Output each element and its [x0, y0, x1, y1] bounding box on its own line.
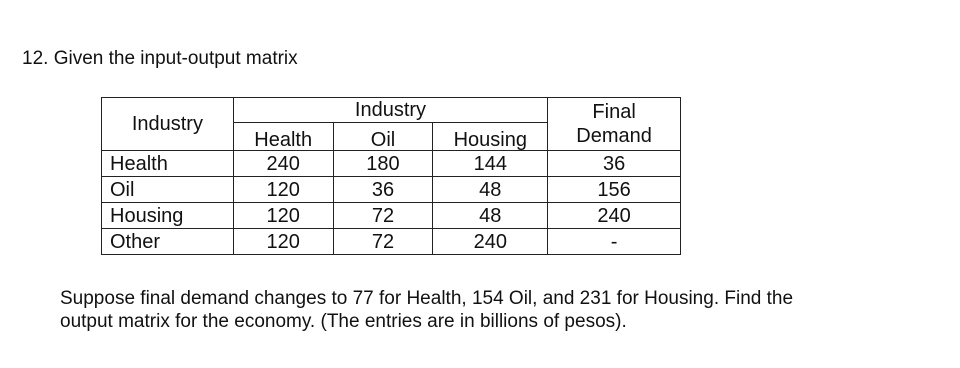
row-label-health: Health: [102, 151, 234, 177]
table-cell: 240: [548, 203, 681, 229]
table-row: [102, 203, 681, 229]
row-label-oil: Oil: [102, 177, 234, 203]
column-header-oil: Oil: [333, 123, 433, 151]
final-demand-header: [548, 98, 681, 151]
table-cell: 144: [433, 151, 548, 177]
table-cell: 120: [233, 229, 333, 255]
industry-group-header: Industry: [233, 98, 547, 123]
table-cell: 72: [333, 203, 433, 229]
row-label-housing: Housing: [102, 203, 234, 229]
table-cell: 48: [433, 177, 548, 203]
table-row: [102, 177, 681, 203]
table-cell: -: [548, 229, 681, 255]
input-output-table: [101, 97, 681, 255]
column-header-health: Health: [233, 123, 333, 151]
final-demand-line2: Demand: [576, 125, 652, 147]
table-cell: 36: [333, 177, 433, 203]
table-row: [102, 151, 681, 177]
table-cell: 240: [233, 151, 333, 177]
row-label-other: Other: [102, 229, 234, 255]
table-cell: 120: [233, 177, 333, 203]
table-row: [102, 229, 681, 255]
table-cell: 48: [433, 203, 548, 229]
question-body-line1: Suppose final demand changes to 77 for Health, 154 Oil, and 231 for Housing. Find the: [60, 288, 794, 309]
table-cell: 36: [548, 151, 681, 177]
question-body-line2: output matrix for the economy. (The entries are in billions of pesos).: [60, 311, 627, 332]
column-header-housing: Housing: [433, 123, 548, 151]
table-cell: 180: [333, 151, 433, 177]
question-body: [60, 287, 950, 333]
final-demand-line1: Final: [592, 101, 636, 123]
table-header-row: [102, 98, 681, 123]
table-cell: 72: [333, 229, 433, 255]
table-cell: 156: [548, 177, 681, 203]
question-title: 12. Given the input-output matrix: [22, 48, 298, 69]
table-cell: 240: [433, 229, 548, 255]
row-header-label: Industry: [102, 98, 234, 151]
table-cell: 120: [233, 203, 333, 229]
